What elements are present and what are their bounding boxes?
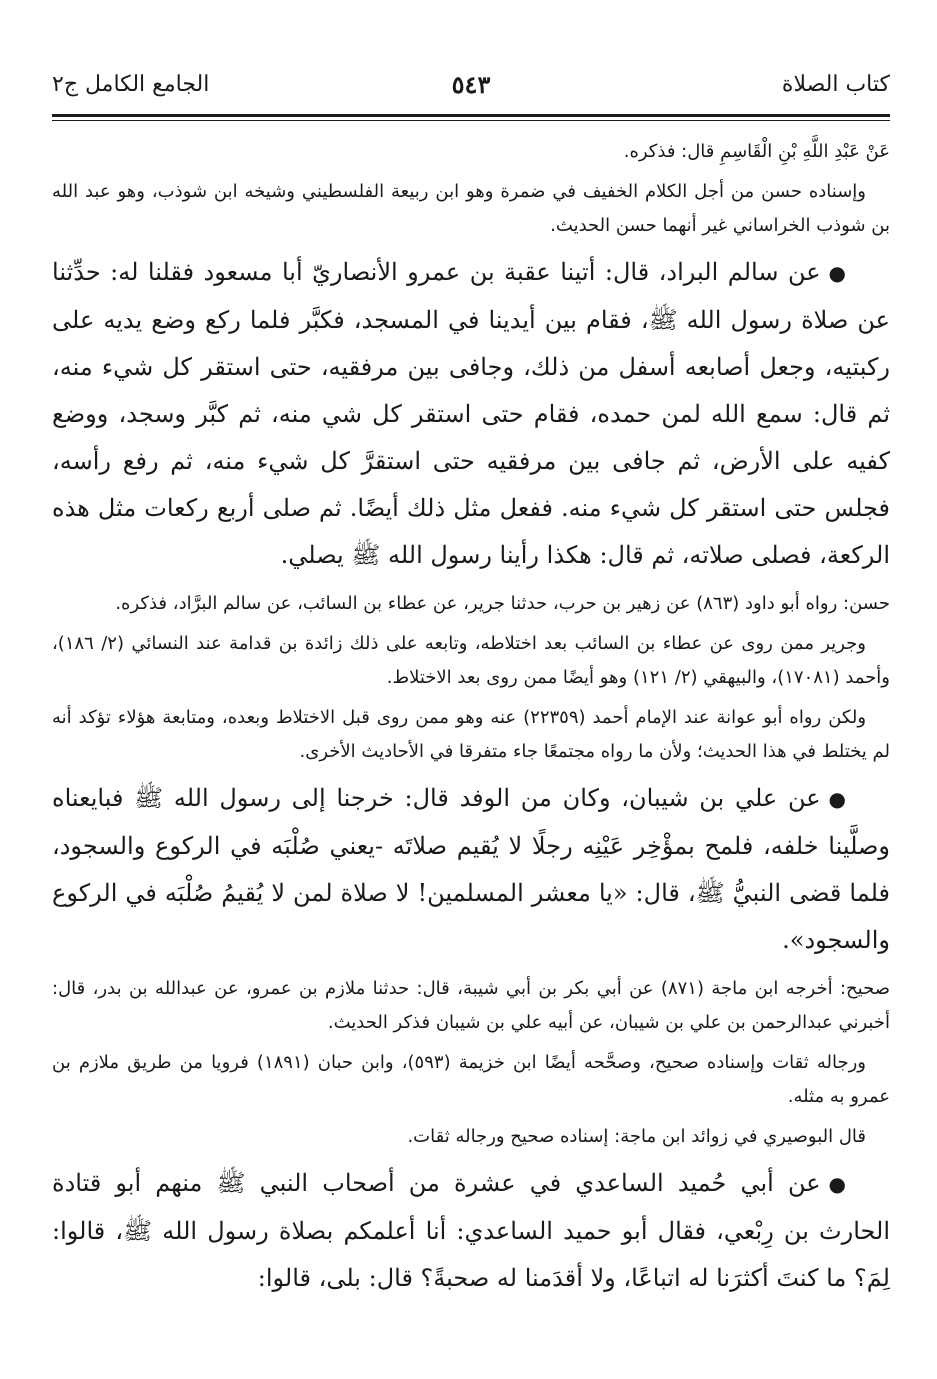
book-page [52, 58, 890, 1358]
takhrij-note [52, 972, 890, 1040]
hadith-text: عن علي بن شيبان، وكان من الوفد قال: خرجنا إلى رسول الله ﷺ فبايعناه وصلَّينا خلفه، فلمح بمؤْخِر عَيْنِه رجلًا لا يُقيم صلاتَه -يعني صُلْبَه في الركوع والسجود، فلما قضى النبيُّ ﷺ، قال: «يا معشر المسلمين! لا صلاة لمن لا يُقيمُ صُلْبَه في الركوع والسجود». [52, 784, 890, 954]
takhrij-note [52, 627, 890, 695]
note-text: حسن: رواه أبو داود (٨٦٣) عن زهير بن حرب، حدثنا جرير، عن عطاء بن السائب، عن سالم البرَّاد، فذكره. [115, 593, 890, 614]
note-text: وإسناده حسن من أجل الكلام الخفيف في ضمرة وهو ابن ربيعة الفلسطيني وشيخه ابن شوذب، وهو عبد الله بن شوذب الخراساني غير أنهما حسن الحديث. [52, 181, 890, 236]
note-text: عَنْ عَبْدِ اللَّهِ بْنِ الْقَاسِمِ قال: فذكره. [623, 141, 890, 162]
chapter-title: كتاب الصلاة [781, 71, 890, 97]
hadith-paragraph [52, 775, 890, 964]
bullet-icon: ● [828, 787, 846, 811]
header-rule-thin [52, 120, 890, 121]
hadith-paragraph [52, 249, 890, 579]
isnad-note [52, 135, 890, 169]
note-text: صحيح: أخرجه ابن ماجة (٨٧١) عن أبي بكر بن أبي شيبة، قال: حدثنا ملازم بن عمرو، عن عبدالله بن بدر، قال: أخبرني عبدالرحمن بن علي بن شيبان، عن أبيه علي بن شيبان فذكر الحديث. [52, 978, 890, 1033]
page-body [52, 135, 890, 1302]
page-number: ٥٤٣ [451, 69, 491, 99]
takhrij-note [52, 1120, 890, 1154]
note-text: ولكن رواه أبو عوانة عند الإمام أحمد (٢٢٣٥٩) عنه وهو ممن روى قبل الاختلاط وبعده، ومتابعة هؤلاء تؤكد أنه لم يختلط في هذا الحديث؛ ولأن ما رواه مجتمعًا جاء متفرقا في الأحاديث الأخرى. [52, 707, 890, 762]
note-text: ورجاله ثقات وإسناده صحيح، وصحَّحه أيضًا ابن خزيمة (٥٩٣)، وابن حبان (١٨٩١) فرويا من طريق ملازم بن عمرو به مثله. [52, 1052, 890, 1107]
hadith-paragraph [52, 1160, 890, 1302]
takhrij-note [52, 175, 890, 243]
note-text: قال البوصيري في زوائد ابن ماجة: إسناده صحيح ورجاله ثقات. [407, 1126, 866, 1147]
bullet-icon: ● [828, 1172, 846, 1196]
page-header [52, 58, 890, 110]
hadith-text: عن أبي حُميد الساعدي في عشرة من أصحاب النبي ﷺ منهم أبو قتادة الحارث بن رِبْعي، فقال أبو حميد الساعدي: أنا أعلمكم بصلاة رسول الله ﷺ، قالوا: لِمَ؟ ما كنتَ أكثرَنا له اتباعًا، ولا أقدَمنا له صحبةً؟ قال: بلى، قالوا: [52, 1169, 890, 1292]
hadith-text: عن سالم البراد، قال: أتينا عقبة بن عمرو الأنصاريّ أبا مسعود فقلنا له: حدِّثنا عن صلاة رسول الله ﷺ، فقام بين أيدينا في المسجد، فكبَّر فلما ركع وضع يديه على ركبتيه، وجعل أصابعه أسفل من ذلك، وجافى بين مرفقيه، حتى استقر كل شيء منه، ثم قال: سمع الله لمن حمده، فقام حتى استقر كل شي منه، ثم كبَّر وسجد، ووضع كفيه على الأرض، ثم جافى بين مرفقيه حتى استقرَّ كل شيء منه، ثم رفع رأسه، فجلس حتى استقر كل شيء منه. ففعل مثل ذلك أيضًا. ثم صلى أربع ركعات مثل هذه الركعة، فصلى صلاته، ثم قال: هكذا رأينا رسول الله ﷺ يصلي. [52, 258, 890, 569]
takhrij-note [52, 701, 890, 769]
note-text: وجرير ممن روى عن عطاء بن السائب بعد اختلاطه، وتابعه على ذلك زائدة بن قدامة عند النسائي (٢/ ١٨٦)، وأحمد (١٧٠٨١)، والبيهقي (٢/ ١٢١) وهو أيضًا ممن روى بعد الاختلاط. [52, 633, 890, 688]
book-title: الجامع الكامل ج٢ [52, 71, 210, 97]
header-rule-thick [52, 114, 890, 117]
takhrij-note [52, 587, 890, 621]
bullet-icon: ● [828, 261, 846, 285]
takhrij-note [52, 1046, 890, 1114]
